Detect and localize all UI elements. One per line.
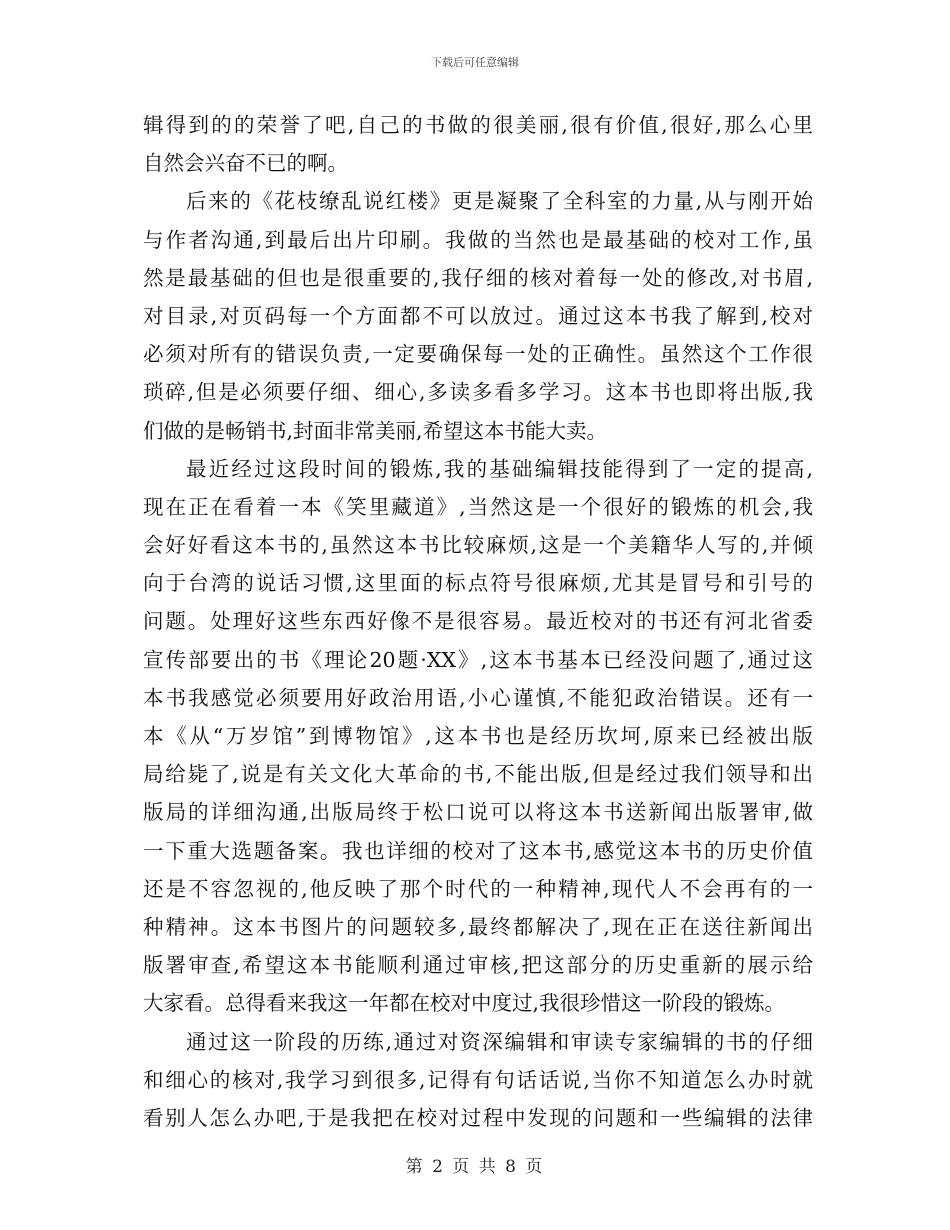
text-line: 对目录,对页码每一个方面都不可以放过。通过这本书我了解到,校对 <box>143 303 813 328</box>
text-line: 和细心的核对,我学习到很多,记得有句话话说,当你不知道怎么办时就 <box>143 1067 813 1092</box>
text-line: 版署审查,希望这本书能顺利通过审核,把这部分的历史重新的展示给 <box>143 953 813 978</box>
text-line: 通过这一阶段的历练,通过对资深编辑和审读专家编辑的书的仔细 <box>186 1029 813 1054</box>
text-line: 向于台湾的说话习惯,这里面的标点符号很麻烦,尤其是冒号和引号的 <box>143 571 813 596</box>
text-line: 必须对所有的错误负责,一定要确保每一处的正确性。虽然这个工作很 <box>143 342 813 367</box>
text-line: 问题。处理好这些东西好像不是很容易。最近校对的书还有河北省委 <box>143 609 813 634</box>
text-line: 种精神。这本书图片的问题较多,最终都解决了,现在正在送往新闻出 <box>143 914 813 939</box>
text-line: 本书我感觉必须要用好政治用语,小心谨慎,不能犯政治错误。还有一 <box>143 685 813 710</box>
text-line: 最近经过这段时间的锻炼,我的基础编辑技能得到了一定的提高, <box>186 456 813 481</box>
text-line: 琐碎,但是必须要仔细、细心,多读多看多学习。这本书也即将出版,我 <box>143 380 813 405</box>
text-line: 后来的《花枝缭乱说红楼》更是凝聚了全科室的力量,从与刚开始 <box>186 189 813 214</box>
text-line: 们做的是畅销书,封面非常美丽,希望这本书能大卖。 <box>143 418 608 443</box>
text-line: 与作者沟通,到最后出片印刷。我做的当然也是最基础的校对工作,虽 <box>143 227 813 252</box>
text-line: 大家看。总得看来我这一年都在校对中度过,我很珍惜这一阶段的锻炼。 <box>143 991 786 1016</box>
text-line: 本《从“万岁馆”到博物馆》,这本书也是经历坎坷,原来已经被出版 <box>143 724 813 748</box>
text-line: 会好好看这本书的,虽然这本书比较麻烦,这是一个美籍华人写的,并倾 <box>143 533 813 558</box>
text-line: 看别人怎么办吧,于是我把在校对过程中发现的问题和一些编辑的法律 <box>143 1105 813 1130</box>
page-header: 下载后可任意编辑 <box>431 56 519 69</box>
page-number-footer: 第 2 页 共 8 页 <box>405 1157 545 1177</box>
text-line: 辑得到的的荣誉了吧,自己的书做的很美丽,很有价值,很好,那么心里 <box>143 113 813 137</box>
text-line: 自然会兴奋不已的啊。 <box>143 151 348 176</box>
text-line: 一下重大选题备案。我也详细的校对了这本书,感觉这本书的历史价值 <box>143 838 813 863</box>
text-line: 宣传部要出的书《理论20题·XX》,这本书基本已经没问题了,通过这 <box>143 647 813 672</box>
text-line: 版局的详细沟通,出版局终于松口说可以将这本书送新闻出版署审,做 <box>143 800 813 825</box>
text-line: 然是最基础的但也是很重要的,我仔细的核对着每一处的修改,对书眉, <box>143 265 813 290</box>
text-line: 现在正在看着一本《笑里藏道》,当然这是一个很好的锻炼的机会,我 <box>143 494 813 519</box>
document-body <box>143 106 813 1137</box>
text-line: 还是不容忽视的,他反映了那个时代的一种精神,现代人不会再有的一 <box>143 876 813 901</box>
text-line: 局给毙了,说是有关文化大革命的书,不能出版,但是经过我们领导和出 <box>143 762 813 787</box>
